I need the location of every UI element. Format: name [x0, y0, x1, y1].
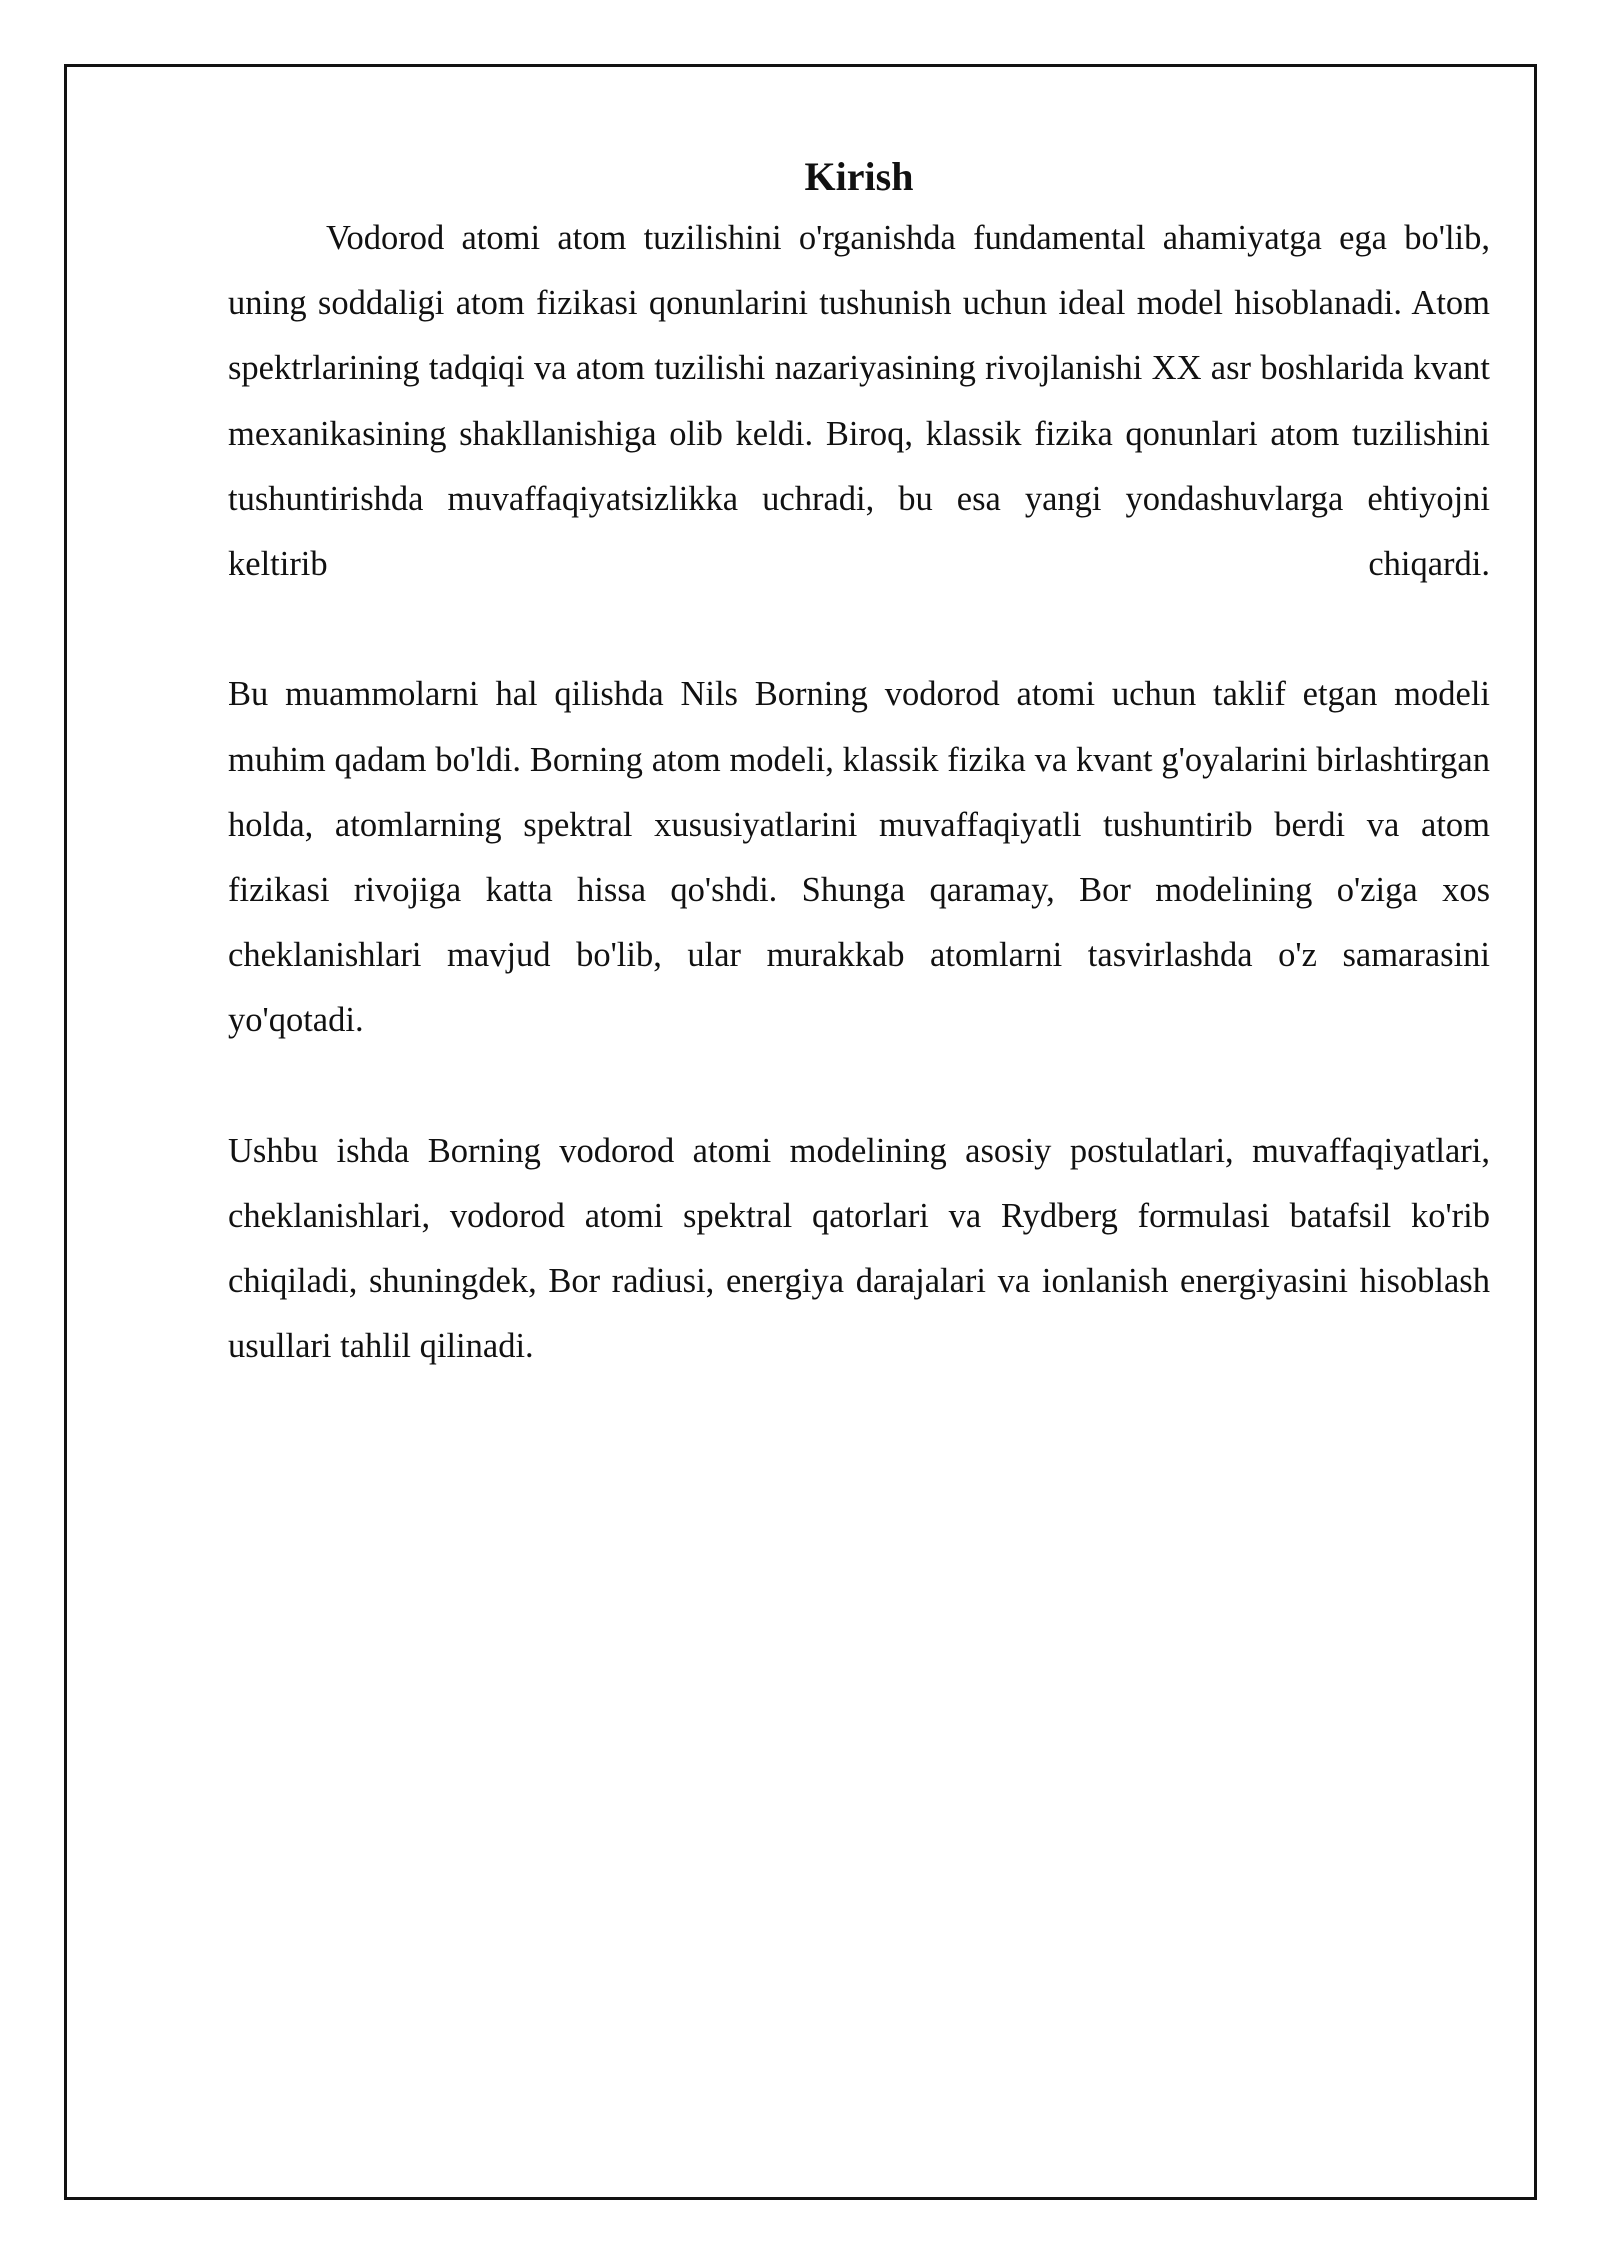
- paragraph-introduction: Vodorod atomi atom tuzilishini o'rganishda fundamental ahamiyatga ega bo'lib, uning soddaligi atom fizikasi qonunlarini tushunish uchun ideal model hisoblanadi. Atom spektrlarining tadqiqi va atom tuzilishi nazariyasining rivojlanishi XX asr boshlarida kvant mexanikasining shakllanishiga olib keldi. Biroq, klassik fizika qonunlari atom tuzilishini tushuntirishda muvaffaqiyatsizlikka uchradi, bu esa yangi yondashuvlarga ehtiyojni keltirib chiqardi.: [228, 219, 1490, 584]
- paragraph-scope: Ushbu ishda Borning vodorod atomi modelining asosiy postulatlari, muvaffaqiyatlari, cheklanishlari, vodorod atomi spektral qatorlari va Rydberg formulasi batafsil ko'rib chiqiladi, shuningdek, Bor radiusi, energiya darajalari va ionlanish energiyasini hisoblash usullari tahlil qilinadi.: [228, 1131, 1490, 1366]
- section-heading: Kirish: [804, 154, 914, 199]
- paragraph-bohr-model: Bu muammolarni hal qilishda Nils Borning vodorod atomi uchun taklif etgan modeli muhim qadam bo'ldi. Borning atom modeli, klassik fizika va kvant g'oyalarini birlashtirgan holda, atomlarning spektral xususiyatlarini muvaffaqiyatli tushuntirib berdi va atom fizikasi rivojiga katta hissa qo'shdi. Shunga qaramay, Bor modelining o'ziga xos cheklanishlari mavjud bo'lib, ular murakkab atomlarni tasvirlashda o'z samarasini yo'qotadi.: [228, 675, 1490, 1040]
- paragraph-spacer: [228, 597, 1490, 662]
- document-body: [228, 150, 1490, 1380]
- paragraph-spacer: [228, 1054, 1490, 1119]
